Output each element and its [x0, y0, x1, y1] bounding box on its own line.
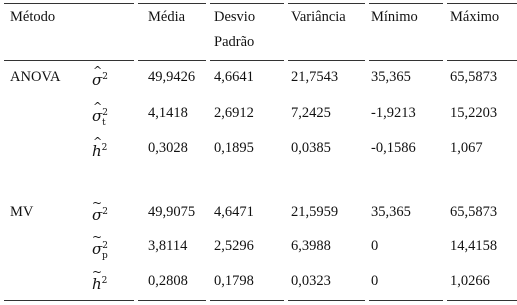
- table-bottom-rule: [4, 300, 517, 301]
- column-gap: [206, 0, 210, 305]
- table-cell: 35,365: [371, 69, 411, 85]
- table-cell: 0,0385: [291, 140, 331, 156]
- column-gap: [284, 0, 288, 305]
- table-cell: 1,067: [450, 140, 483, 156]
- sigma-squared-tilde-symbol: ~ $\sigma^2$: [92, 203, 108, 224]
- header-desvio-line2: Padrão: [214, 34, 255, 50]
- table-cell: 0,1798: [214, 273, 254, 289]
- table-cell: 49,9426: [148, 69, 196, 85]
- table-cell: 2,5296: [214, 238, 254, 254]
- h-squared-tilde-symbol: ~ $h^2$: [92, 272, 107, 293]
- table-cell: 15,2203: [450, 105, 498, 121]
- method-label-anova: ANOVA: [10, 69, 61, 85]
- table-cell: 4,1418: [148, 105, 188, 121]
- h-squared-hat-symbol: ^ $h^2$: [92, 139, 107, 160]
- header-media: Média: [148, 9, 186, 25]
- sigma-squared-hat-symbol: ^ $\sigma^2$: [92, 68, 108, 89]
- table-cell: 0,1895: [214, 140, 254, 156]
- header-bottom-rule: [4, 60, 517, 61]
- table-cell: 0: [371, 273, 379, 289]
- table-cell: -1,9213: [371, 105, 416, 121]
- table-cell: 1,0266: [450, 273, 490, 289]
- table-cell: 0,3028: [148, 140, 188, 156]
- column-gap: [443, 0, 447, 305]
- header-variancia: Variância: [291, 9, 346, 25]
- table-cell: 21,5959: [291, 204, 339, 220]
- table-cell: 21,7543: [291, 69, 339, 85]
- header-minimo: Mínimo: [371, 9, 418, 25]
- table-cell: 2,6912: [214, 105, 254, 121]
- header-maximo: Máximo: [450, 9, 500, 25]
- table-cell: 4,6471: [214, 204, 254, 220]
- table-cell: 65,5873: [450, 69, 498, 85]
- table-cell: 7,2425: [291, 105, 331, 121]
- method-label-mv: MV: [10, 204, 34, 220]
- sigma-p-squared-tilde-symbol: ~ $\sigma^2_p$: [92, 237, 108, 265]
- table-cell: 49,9075: [148, 204, 196, 220]
- sigma-t-squared-hat-symbol: ^ $\sigma^2_t$: [92, 104, 106, 132]
- column-gap: [134, 0, 138, 305]
- header-desvio-line1: Desvio: [214, 9, 256, 25]
- table-top-rule: [4, 3, 517, 4]
- table-cell: 0,0323: [291, 273, 331, 289]
- table-cell: 6,3988: [291, 238, 331, 254]
- table-cell: 0: [371, 238, 379, 254]
- column-gap: [365, 0, 369, 305]
- header-metodo: Método: [10, 9, 56, 25]
- table-cell: 4,6641: [214, 69, 254, 85]
- table-cell: 35,365: [371, 204, 411, 220]
- table-cell: -0,1586: [371, 140, 416, 156]
- table-cell: 0,2808: [148, 273, 188, 289]
- table-cell: 14,4158: [450, 238, 498, 254]
- table-cell: 65,5873: [450, 204, 498, 220]
- table-cell: 3,8114: [148, 238, 188, 254]
